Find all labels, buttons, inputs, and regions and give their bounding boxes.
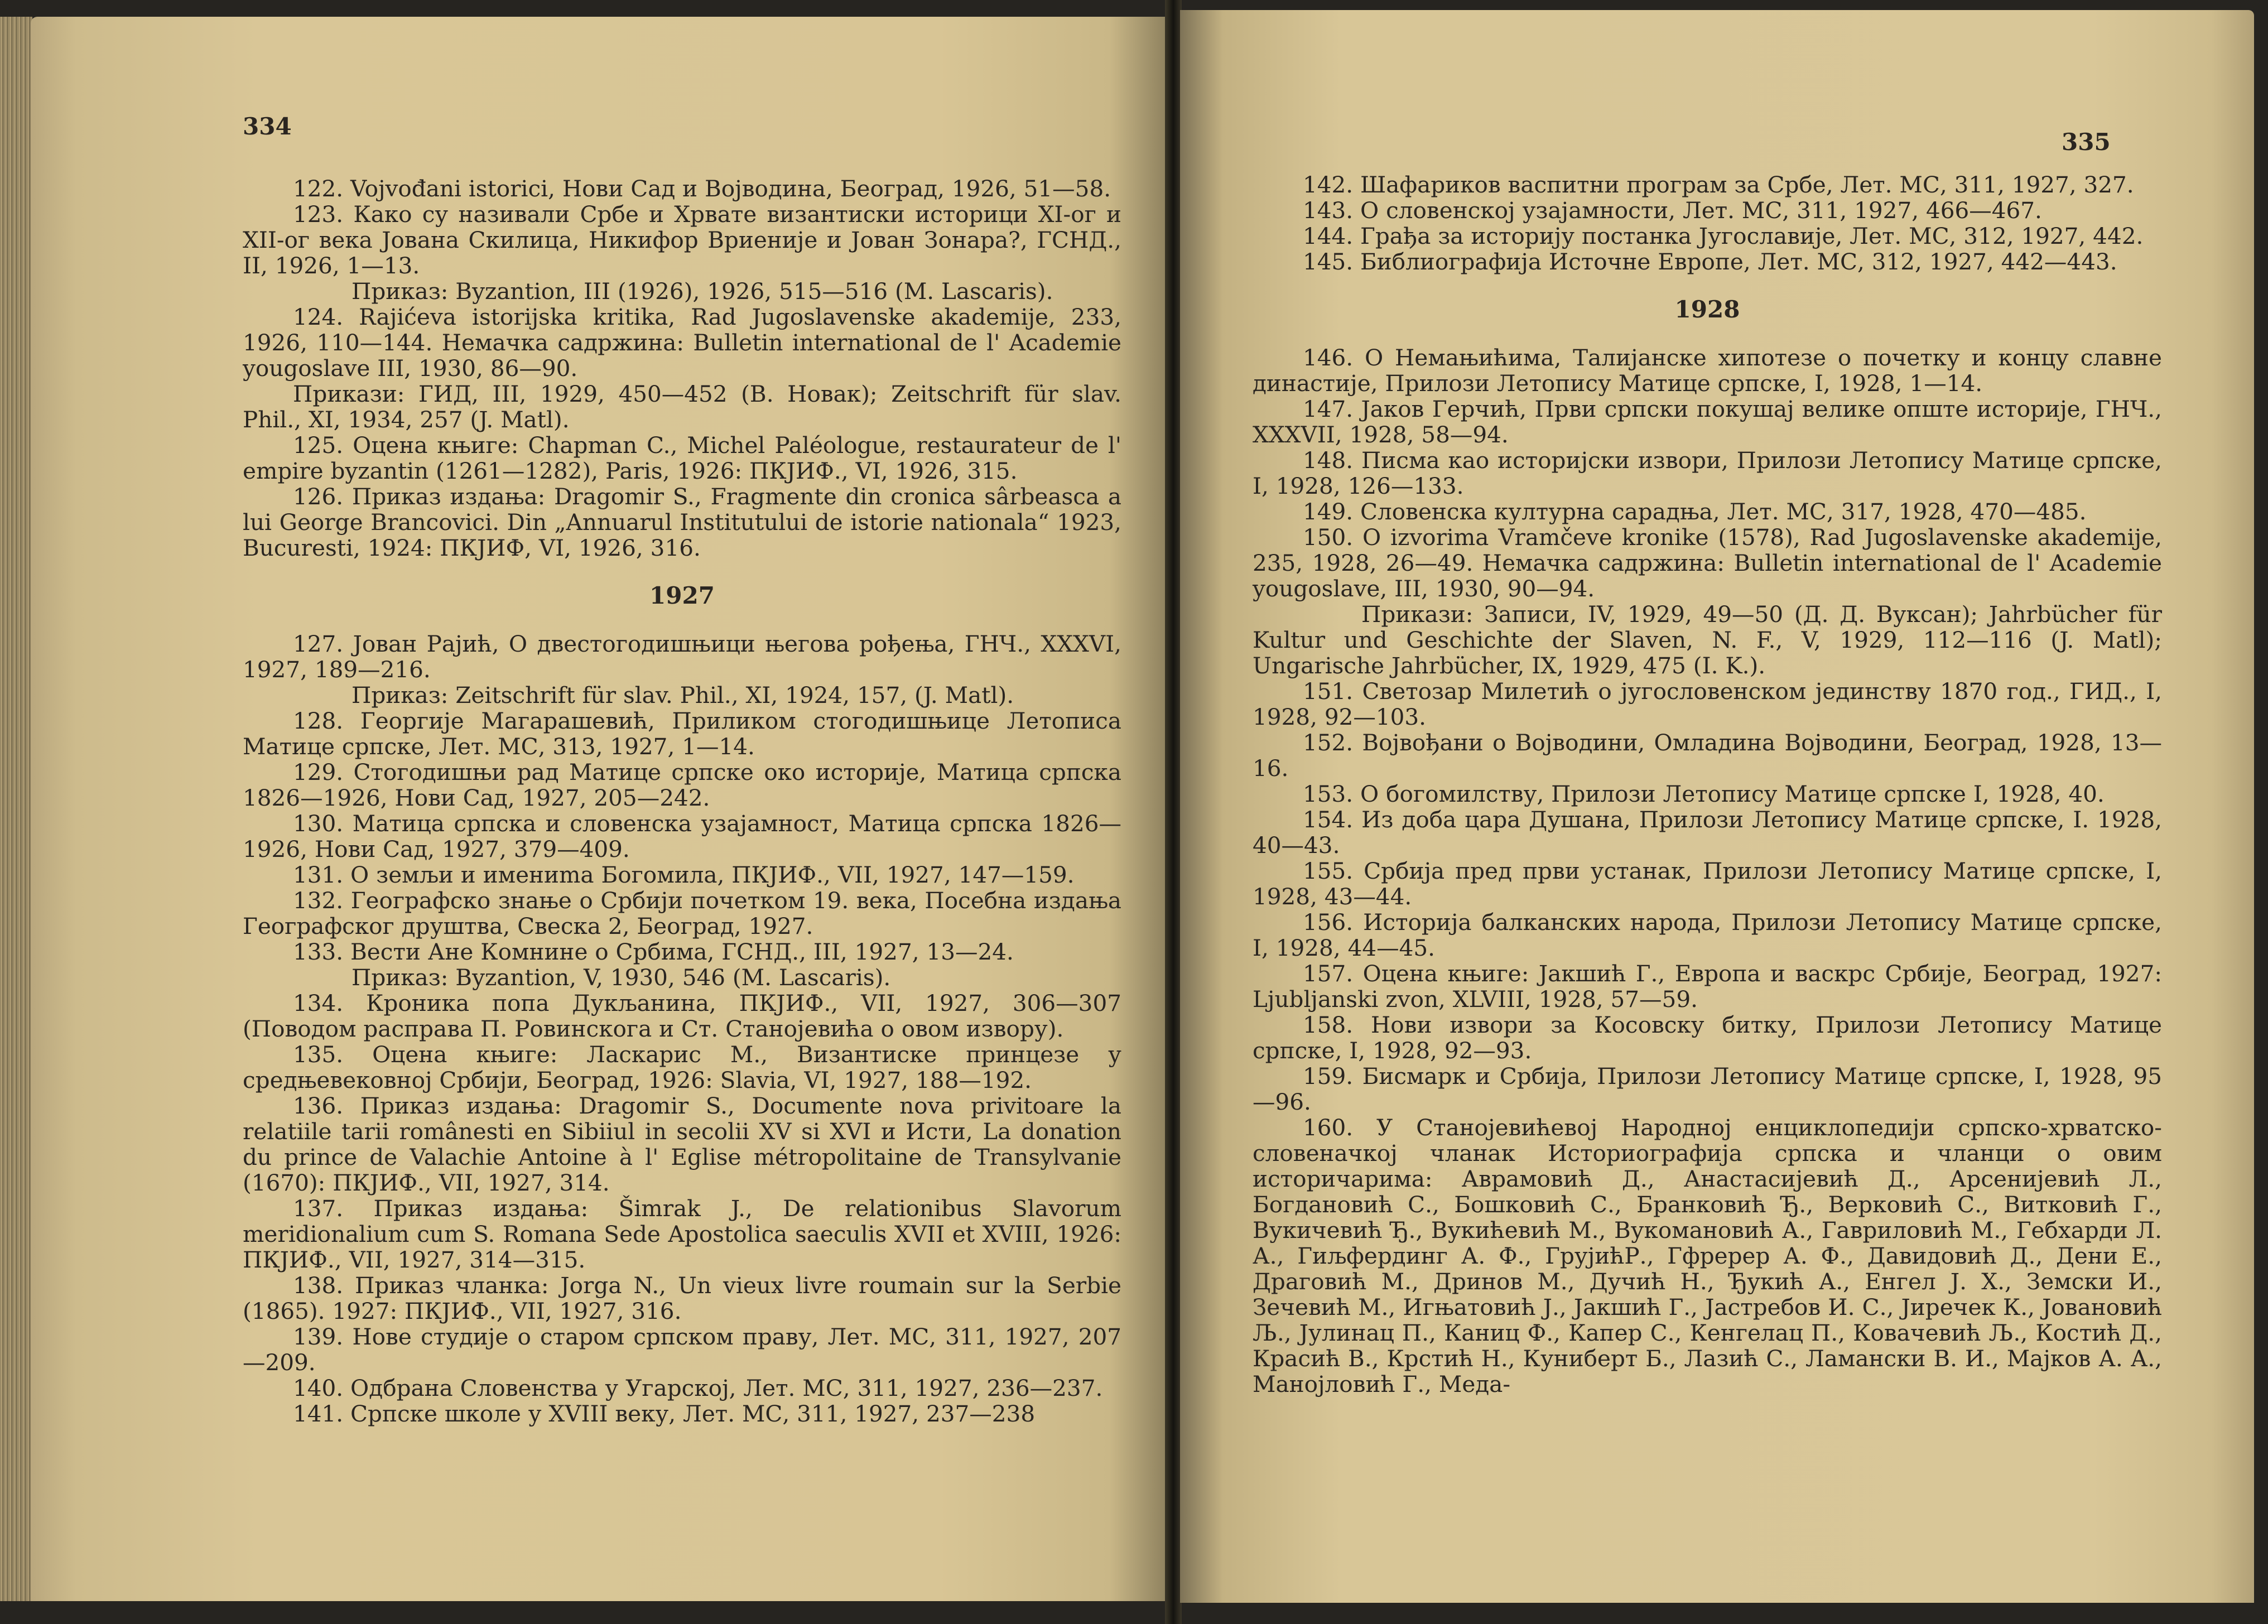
right-page (1180, 10, 2254, 1603)
bibliography-entry: 141. Српске школе у XVIII веку, Лет. МС, 311, 1927, 237—238 (293, 1400, 1036, 1427)
page-edges (0, 17, 32, 1601)
bibliography-entry: 159. Бисмарк и Србија, Прилози Летопису Матице српске, I, 1928, 95—96. (1253, 1063, 2162, 1115)
bibliography-entry: 136. Приказ издања: Dragomir S., Documente nova privitoare la relatiile tarii românesti en Sibiiul in secolii XV si XVI и Исти, La donation du prince de Valachie Antoine à l' Eglise métropolitaine de Transylvanie (1670): ПКЈИФ., VII, 1927, 314. (243, 1092, 1121, 1196)
bibliography-entry: 137. Приказ издања: Šimrak J., De relationibus Slavorum meridionalium cum S. Romana Sede Apostolica saeculis XVII et XVIII, 1926: ПКЈИФ., VII, 1927, 314—315. (243, 1195, 1121, 1273)
bibliography-entry: 128. Георгије Магарашевић, Приликом стогодишњице Летописа Матице српске, Лет. МС, 313, 1927, 1—14. (243, 707, 1121, 760)
bibliography-entry: 154. Из доба цара Душана, Прилози Летопису Матице српске, I. 1928, 40—43. (1253, 806, 2162, 859)
bibliography-entry: 145. Библиографија Источне Европе, Лет. МС, 312, 1927, 442—443. (1303, 248, 2117, 275)
bibliography-entry: 132. Географско знање о Србији почетком 19. века, Посебна издања Географског друштва, Свеска 2, Београд, 1927. (243, 887, 1121, 939)
bibliography-entry: 155. Србија пред први устанак, Прилози Летопису Матице српске, I, 1928, 43—44. (1253, 857, 2162, 910)
bibliography-entry: 146. О Немањићима, Талијанске хипотезе о почетку и концу славне династије, Прилози Летопису Матице српске, I, 1928, 1—14. (1253, 344, 2162, 397)
bibliography-entry: 124. Rajićeva istorijska kritika, Rad Jugoslavenske akademije, 233, 1926, 110—144. Немачка садржина: Bulletin international de l' Academie yougoslave III, 1930, 86—90. (243, 303, 1121, 382)
bibliography-entry: 158. Нови извори за Косовску битку, Прилози Летопису Матице српске, I, 1928, 92—93. (1253, 1011, 2162, 1064)
bibliography-entry: 122. Vojvođani istorici, Нови Сад и Војводина, Београд, 1926, 51—58. (293, 175, 1111, 202)
text-column (243, 176, 1121, 1427)
bibliography-entry: 139. Нове студије о старом српском праву, Лет. МС, 311, 1927, 207—209. (243, 1323, 1121, 1376)
bibliography-entry: 156. Историја балканских народа, Прилози Летопису Матице српске, I, 1928, 44—45. (1253, 909, 2162, 961)
year-heading: 1928 (1674, 296, 1740, 323)
bibliography-entry: 160. У Станојевићевој Народној енциклопедији српско-хрватско-словеначкој чланак Историографија српска и чланци о овим историчарима: Аврамовић Д., Анастасијевић Д., Арсенијевић Л., Богдановић С., Бошковић С., Бранковић Ђ., Верковић С., Витковић Г., Вукичевић Ђ., Вукићевић М., Вукомановић А., Гавриловић М., Гебхарди Л. А., Гиљфердинг А. Ф., ГрујићР., Гфререр А. Ф., Давидовић Д., Дени Е., Драговић М., Дринов М., Дучић Н., Ђукић А., Енгел Ј. Х., Земски И., Зечевић М., Игњатовић Ј., Јакшић Г., Јастребов И. С., Јиречек К., Јовановић Љ., Јулинац П., Каниц Ф., Капер С., Кенгелац П., Ковачевић Љ., Костић Д., Красић В., Крстић Н., Куниберт Б., Лазић С., Ламански В. И., Мајков А. А., Манојловић Г., Меда- (1253, 1114, 2162, 1397)
left-page (31, 17, 1166, 1601)
bibliography-entry: 150. O izvorima Vramčeve kronike (1578), Rad Jugoslavenske akademije, 235, 1928, 26—49. Немачка садржина: Bulletin international de l' Academie yougoslave, III, 1930, 90—94. (1253, 524, 2162, 602)
bibliography-entry: 135. Оцена књиге: Ласкарис М., Византиске принцезе у средњевековној Србији, Београд, 1926: Slavia, VI, 1927, 188—192. (243, 1041, 1121, 1093)
bibliography-entry: 126. Приказ издања: Dragomir S., Fragmente din cronica sârbeasca a lui George Brancovici. Din „Annuarul Institutului de istorie nationala“ 1923, Bucuresti, 1924: ПКЈИФ, VI, 1926, 316. (243, 483, 1121, 561)
bibliography-entry: 151. Светозар Милетић о југословенском јединству 1870 год., ГИД., I, 1928, 92—103. (1253, 678, 2162, 730)
bibliography-entry: 149. Словенска културна сарадња, Лет. МС, 317, 1928, 470—485. (1303, 498, 2087, 525)
bibliography-entry: 133. Вести Ане Комнине о Србима, ГСНД., III, 1927, 13—24. (293, 938, 1014, 965)
page-number: 334 (243, 113, 292, 140)
bibliography-entry: 153. О богомилству, Прилози Летопису Матице српске I, 1928, 40. (1303, 780, 2105, 807)
text-column (1253, 172, 2162, 1397)
bibliography-entry: Прикази: ГИД, III, 1929, 450—452 (В. Новак); Zeitschrift für slav. Phil., XI, 1934, 257 (J. Matl). (243, 380, 1121, 433)
bibliography-entry: 130. Матица српска и словенска узајамност, Матица српска 1826—1926, Нови Сад, 1927, 379—409. (243, 810, 1121, 862)
bibliography-entry: 125. Оцена књиге: Chapman C., Michel Paléologue, restaurateur de l' empire byzantin (1261—1282), Paris, 1926: ПКЈИФ., VI, 1926, 315. (243, 432, 1121, 484)
year-heading: 1927 (649, 582, 715, 609)
page-number: 335 (2062, 128, 2111, 156)
bibliography-entry: 147. Јаков Герчић, Први српски покушај велике опште историје, ГНЧ., XXXVII, 1928, 58—94. (1253, 396, 2162, 448)
bibliography-entry: 157. Оцена књиге: Јакшић Г., Европа и васкрс Србије, Београд, 1927: Ljubljanski zvon, XLVIII, 1928, 57—59. (1253, 960, 2162, 1013)
bibliography-entry: 152. Војвођани о Војводини, Омладина Војводини, Београд, 1928, 13—16. (1253, 729, 2162, 782)
bibliography-entry: 138. Приказ чланка: Jorga N., Un vieux livre roumain sur la Serbie (1865). 1927: ПКЈИФ., VII, 1927, 316. (243, 1272, 1121, 1324)
bibliography-entry: 148. Писма као историјски извори, Прилози Летопису Матице српске, I, 1928, 126—133. (1253, 447, 2162, 499)
bibliography-entry: 129. Стогодишњи рад Матице српске око историје, Матица српска 1826—1926, Нови Сад, 1927, 205—242. (243, 759, 1121, 811)
review-note: Прикази: Записи, IV, 1929, 49—50 (Д. Д. Вуксан); Jahrbücher für Kultur und Geschichte der Slaven, N. F., V, 1929, 112—116 (J. Matl); Ungarische Jahrbücher, IX, 1929, 475 (I. K.). (1253, 601, 2162, 679)
bibliography-entry: 142. Шафариков васпитни програм за Србе, Лет. МС, 311, 1927, 327. (1303, 171, 2134, 198)
bibliography-entry: 140. Одбрана Словенства у Угарској, Лет. МС, 311, 1927, 236—237. (293, 1375, 1103, 1401)
bibliography-entry: 144. Грађа за историју постанка Југославије, Лет. МС, 312, 1927, 442. (1303, 223, 2144, 249)
review-note: Приказ: Byzantion, III (1926), 1926, 515—516 (M. Lascaris). (351, 278, 1053, 305)
book-gutter (1165, 0, 1182, 1624)
bibliography-entry: 134. Кроника попа Дукљанина, ПКЈИФ., VII, 1927, 306—307 (Поводом расправа П. Ровинскога и Ст. Станојевића о овом извору). (243, 990, 1121, 1042)
bibliography-entry: 123. Како су називали Србе и Хрвате византиски историци XI-ог и XII-ог века Јована Скилица, Никифор Вриеније и Јован Зонара?, ГСНД., II, 1926, 1—13. (243, 201, 1121, 279)
review-note: Приказ: Byzantion, V, 1930, 546 (M. Lascaris). (351, 964, 891, 991)
review-note: Приказ: Zeitschrift für slav. Phil., XI, 1924, 157, (J. Matl). (351, 682, 1014, 709)
bibliography-entry: 131. О земљи и имениma Богомила, ПКЈИФ., VII, 1927, 147—159. (293, 861, 1075, 888)
bibliography-entry: 143. О словенској узајамности, Лет. МС, 311, 1927, 466—467. (1303, 197, 2042, 224)
bibliography-entry: 127. Јован Рајић, О двестогодишњици његова рођења, ГНЧ., XXXVI, 1927, 189—216. (243, 630, 1121, 683)
